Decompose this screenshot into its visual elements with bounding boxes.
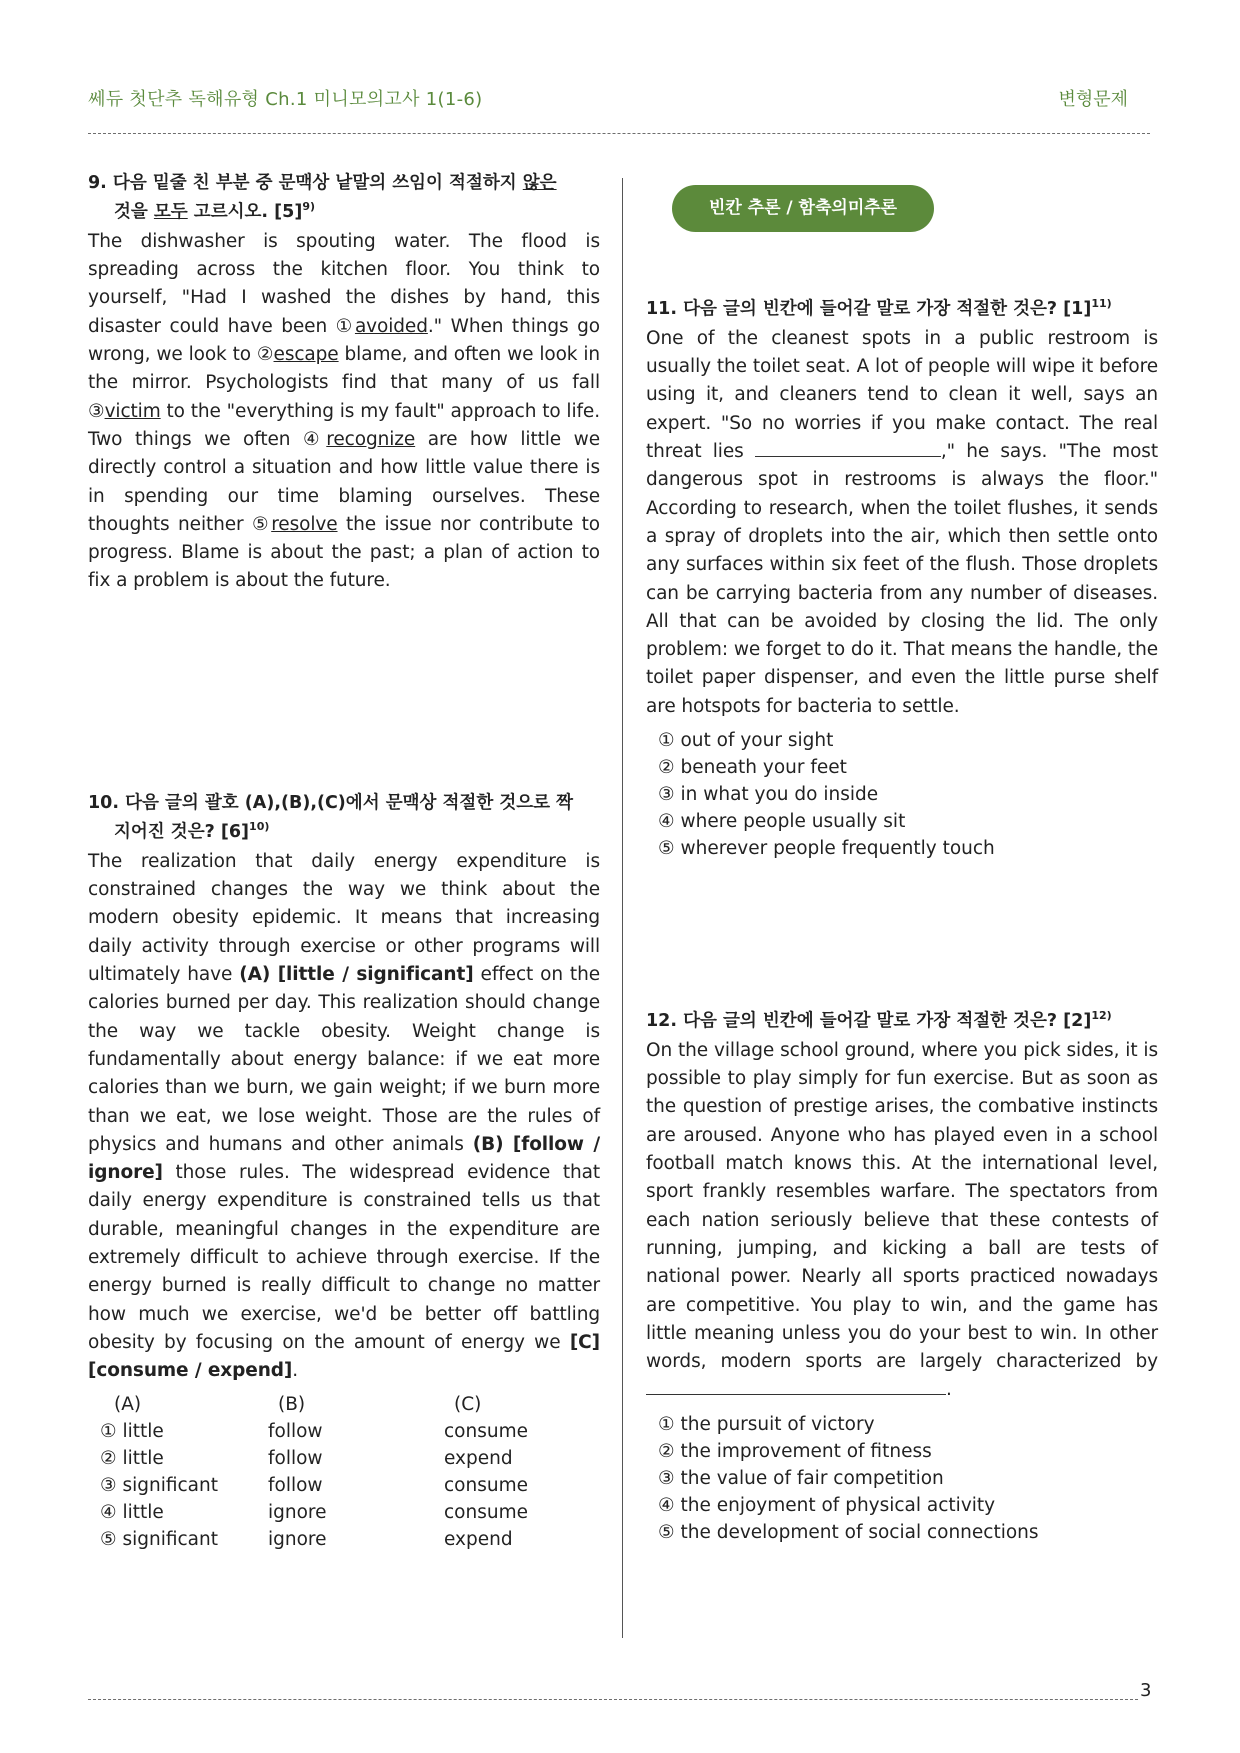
footnote-ref: 12) — [1091, 1009, 1112, 1022]
question-10 — [88, 792, 600, 1553]
answer-blank — [646, 1376, 946, 1395]
answer-blank — [755, 438, 941, 457]
table-row[interactable]: ① little follow consume — [100, 1421, 528, 1443]
table-row[interactable]: ③ significant follow consume — [100, 1475, 528, 1497]
question-12-title: 12. 다음 글의 빈칸에 들어갈 말로 가장 적절한 것은? $[2]^{12)}$ — [646, 1009, 1112, 1031]
header-label: 변형문제 — [1058, 89, 1128, 110]
question-9-passage: The dishwasher is spouting water. The flood is spreading across the kitchen floor. You think to yourself, "Had I washed the dishes by hand, this disaster could have been ①avoided." When things go wrong, we look to ②escape blame, and often we look in the mirror. Psychologists find that many of us fall ③victim to the "everything is my fault" approach to life. Two things we often ④recognize are how little we directly control a situation and how little value there is in spending our time blaming ourselves. These thoughts neither ⑤resolve the issue nor contribute to progress. Blame is about the past; a plan of action to fix a problem is about the future. — [88, 230, 600, 592]
question-11-passage: One of the cleanest spots in a public restroom is usually the toilet seat. A lot of people will wipe it before using it, and cleaners tend to clean it well, says an expert. "So no worries if you make contact. The real threat lies ," he says. "The most dangerous spot in restrooms is always the floor." According to research, when the toilet flushes, it sends a spray of droplets into the air, which then settle onto any surfaces within six feet of the flush. Those droplets can be carrying bacteria from any number of diseases. All that can be avoided by closing the lid. The only problem: we forget to do it. That means the handle, the toilet paper dispenser, and even the little purse shelf are hotspots for bacteria to settle. — [646, 327, 1159, 717]
page-number: 3 — [1140, 1680, 1152, 1701]
footer-divider — [88, 1699, 1138, 1700]
section-tag: 빈칸 추론 / 함축의미추론 — [672, 185, 934, 232]
question-9-title: 9. 다음 밑줄 친 부분 중 문맥상 낱말의 쓰임이 적절하지 않은 것을 모두 고르시오. $[5]^{9)}$ — [88, 173, 557, 222]
table-row[interactable]: ② little follow expend — [100, 1448, 513, 1470]
option-1[interactable]: ① the pursuit of victory — [658, 1413, 875, 1435]
footnote-ref: 11) — [1091, 297, 1112, 310]
option-3[interactable]: ③ in what you do inside — [658, 783, 879, 805]
answer-choices-table — [88, 1391, 528, 1553]
table-header-row: (A) (B) (C) — [114, 1394, 482, 1416]
option-2[interactable]: ② the improvement of fitness — [658, 1440, 932, 1462]
left-column — [88, 172, 600, 1553]
option-3[interactable]: ③ the value of fair competition — [658, 1467, 944, 1489]
option-5[interactable]: ⑤ the development of social connections — [658, 1521, 1039, 1543]
option-1[interactable]: ① out of your sight — [658, 729, 834, 751]
table-row[interactable]: ⑤ significant ignore expend — [100, 1529, 513, 1551]
footnote-ref: 10) — [249, 820, 270, 833]
question-10-title: 10. 다음 글의 괄호 (A),(B),(C)에서 문맥상 적절한 것으로 짝 지어진 것은? $[6]^{10)}$ — [88, 793, 574, 842]
question-11 — [646, 292, 1158, 1004]
table-row[interactable]: ④ little ignore consume — [100, 1502, 528, 1524]
option-4[interactable]: ④ where people usually sit — [658, 810, 906, 832]
option-2[interactable]: ② beneath your feet — [658, 756, 847, 778]
question-11-options — [646, 727, 1158, 862]
column-divider — [622, 178, 623, 1638]
question-12 — [646, 1004, 1158, 1546]
question-11-title: 11. 다음 글의 빈칸에 들어갈 말로 가장 적절한 것은? $[1]^{11)}$ — [646, 297, 1112, 319]
question-10-passage: The realization that daily energy expenditure is constrained changes the way we think about the modern obesity epidemic. It means that increasing daily activity through exercise or other programs will ultimately have (A) [little / significant] effect on the calories burned per day. This realization should change the way we tackle obesity. Weight change is fundamentally about energy balance: if we eat more calories than we burn, we gain weight; if we burn more than we eat, we lose weight. Those are the rules of physics and humans and other animals (B) [follow / ignore] those rules. The widespread evidence that daily energy expenditure is constrained tells us that durable, meaningful changes in the expenditure are extremely difficult to achieve through exercise. If the energy burned is really difficult to change no matter how much we exercise, we'd be better off battling obesity by focusing on the amount of energy we [C] [consume / expend]. — [88, 850, 601, 1382]
header-divider — [88, 133, 1150, 134]
option-5[interactable]: ⑤ wherever people frequently touch — [658, 837, 995, 859]
header-title: 쎄듀 첫단추 독해유형 Ch.1 미니모의고사 1(1-6) — [88, 89, 483, 110]
option-4[interactable]: ④ the enjoyment of physical activity — [658, 1494, 996, 1516]
footnote-ref: 9) — [302, 200, 316, 213]
question-12-options — [646, 1411, 1158, 1546]
right-column — [646, 292, 1158, 1546]
question-9 — [88, 172, 600, 792]
question-12-passage: On the village school ground, where you pick sides, it is possible to play simply for fun exercise. But as soon as the question of prestige arises, the combative instincts are aroused. Anyone who has played even in a school football match knows this. At the international level, sport frankly resembles warfare. The spectators from each nation seriously believe that these contests of running, jumping, and kicking a ball are tests of national power. Nearly all sports practiced nowadays are competitive. You play to win, and the game has little meaning unless you do your best to win. In other words, modern sports are largely characterized by . — [646, 1039, 1158, 1401]
